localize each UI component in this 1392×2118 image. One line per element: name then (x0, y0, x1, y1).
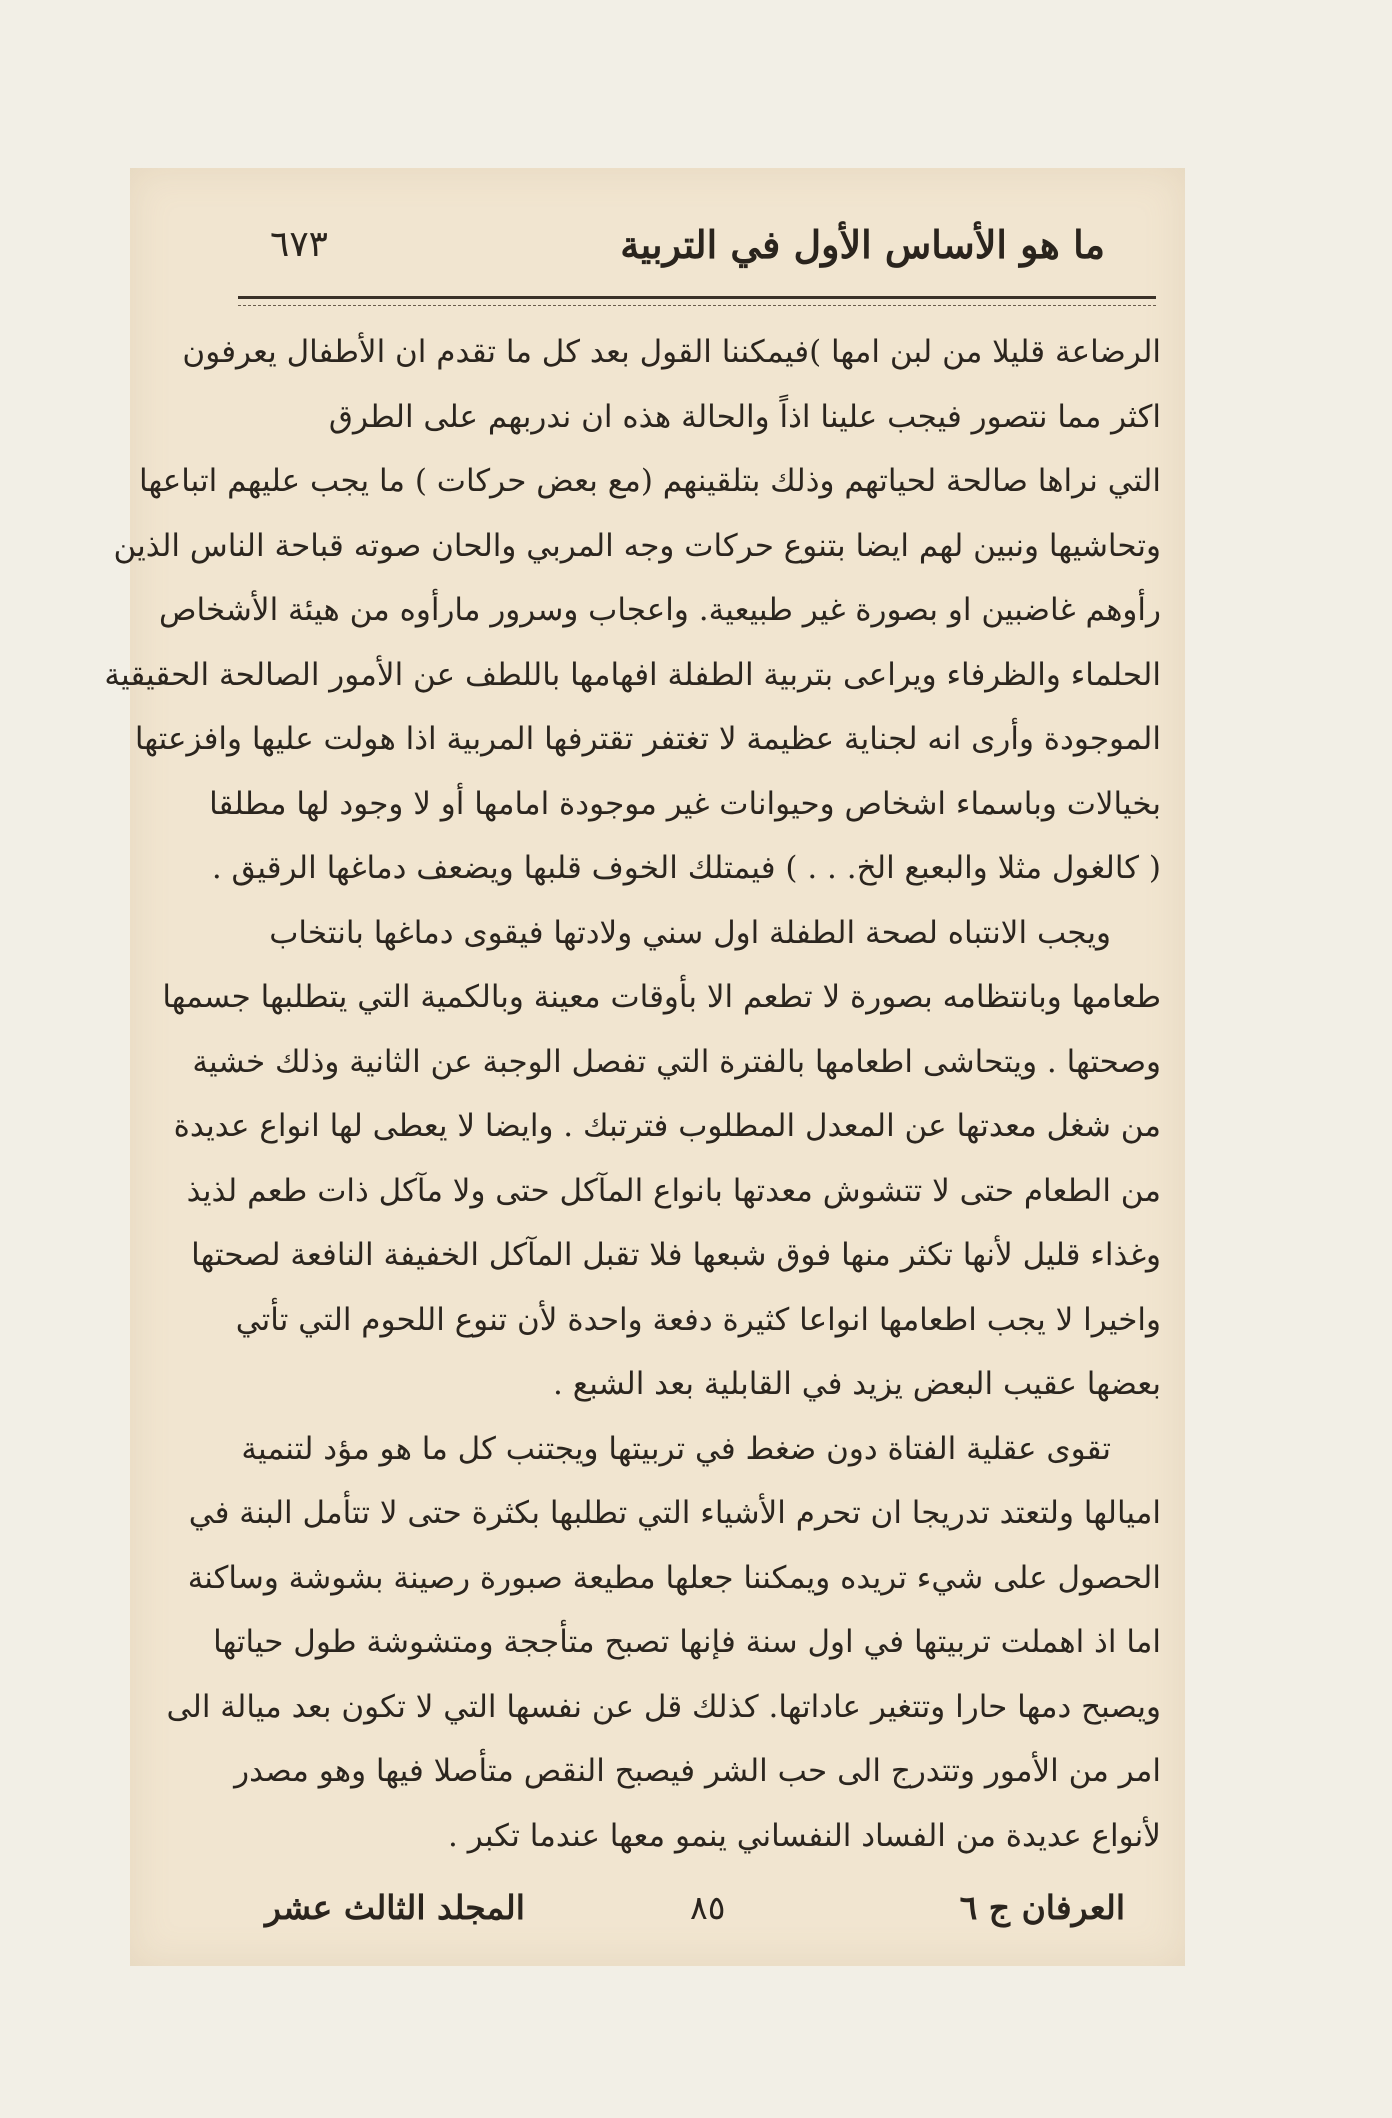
text-line: من شغل معدتها عن المعدل المطلوب فترتبك . وايضا لا يعطى لها انواع عديدة (173, 1108, 1161, 1144)
text-line: طعامها وبانتظامه بصورة لا تطعم الا بأوقات معينة وبالكمية التي يتطلبها جسمها (162, 979, 1161, 1015)
article-body (104, 320, 1161, 1868)
text-line: من الطعام حتى لا تتشوش معدتها بانواع المآكل حتى ولا مآكل ذات طعم لذيذ (186, 1172, 1161, 1209)
text-line: بعضها عقيب البعض يزيد في القابلية بعد الشبع . (553, 1366, 1161, 1402)
text-line: الموجودة وأرى انه لجناية عظيمة لا تغتفر تقترفها المربية اذا هولت عليها وافزعتها (134, 721, 1161, 757)
text-line: الرضاعة قليلا من لبن امها )فيمكننا القول بعد كل ما تقدم ان الأطفال يعرفون (182, 334, 1161, 370)
paragraph-start-line: ويجب الانتباه لصحة الطفلة اول سني ولادتها فيقوى دماغها بانتخاب (269, 914, 1111, 951)
paragraph-start-line: تقوى عقلية الفتاة دون ضغط في تربيتها ويجتنب كل ما هو مؤد لتنمية (241, 1430, 1111, 1467)
running-header (240, 214, 1155, 284)
text-line: وصحتها . ويتحاشى اطعامها بالفترة التي تفصل الوجبة عن الثانية وذلك خشية (192, 1043, 1161, 1080)
text-line: اما اذ اهملت تربيتها في اول سنة فإنها تصبح متأججة ومتشوشة طول حياتها (213, 1624, 1161, 1660)
text-line: ( كالغول مثلا والبعبع الخ. . . ) فيمتلك الخوف قلبها ويضعف دماغها الرقيق . (211, 850, 1161, 886)
text-line: الحصول على شيء تريده ويمكننا جعلها مطيعة صبورة رصينة بشوشة وساكنة (187, 1559, 1161, 1596)
text-line: وغذاء قليل لأنها تكثر منها فوق شبعها فلا تقبل المآكل الخفيفة النافعة لصحتها (191, 1237, 1161, 1273)
text-line: لأنواع عديدة من الفساد النفساني ينمو معها عندما تكبر . (448, 1817, 1161, 1854)
page-number: ٦٧٣ (270, 224, 329, 265)
text-line: وتحاشيها ونبين لهم ايضا بتنوع حركات وجه المربي والحان صوته قباحة الناس الذين (113, 527, 1161, 564)
volume-label: المجلد الثالث عشر (265, 1888, 525, 1927)
header-rule (238, 296, 1156, 306)
page-title: ما هو الأساس الأول في التربية (620, 222, 1105, 267)
text-line: ويصبح دمها حارا وتتغير عاداتها. كذلك قل عن نفسها التي لا تكون بعد ميالة الى (166, 1688, 1161, 1725)
text-line: بخيالات وباسماء اشخاص وحيوانات غير موجودة امامها أو لا وجود لها مطلقا (209, 785, 1161, 822)
text-line: الحلماء والظرفاء ويراعى بتربية الطفلة افهامها باللطف عن الأمور الصالحة الحقيقية (104, 656, 1161, 693)
page-footer (250, 1880, 1150, 1940)
text-line: اكثر مما نتصور فيجب علينا اذاً والحالة هذه ان ندربهم على الطرق (328, 398, 1161, 435)
text-line: رأوهم غاضبين او بصورة غير طبيعية. واعجاب وسرور مارأوه من هيئة الأشخاص (158, 592, 1161, 628)
journal-issue: العرفان ج ٦ (959, 1888, 1125, 1927)
text-line: التي نراها صالحة لحياتهم وذلك بتلقينهم (مع بعض حركات ) ما يجب عليهم اتباعها (139, 463, 1161, 499)
text-line: اميالها ولتعتد تدريجا ان تحرم الأشياء التي تطلبها بكثرة حتى لا تتأمل البنة في (188, 1495, 1161, 1531)
folio-number: ٨٥ (690, 1888, 726, 1927)
text-line: امر من الأمور وتتدرج الى حب الشر فيصبح النقص متأصلا فيها وهو مصدر (234, 1753, 1161, 1789)
text-line: واخيرا لا يجب اطعامها انواعا كثيرة دفعة واحدة لأن تنوع اللحوم التي تأتي (235, 1301, 1161, 1338)
